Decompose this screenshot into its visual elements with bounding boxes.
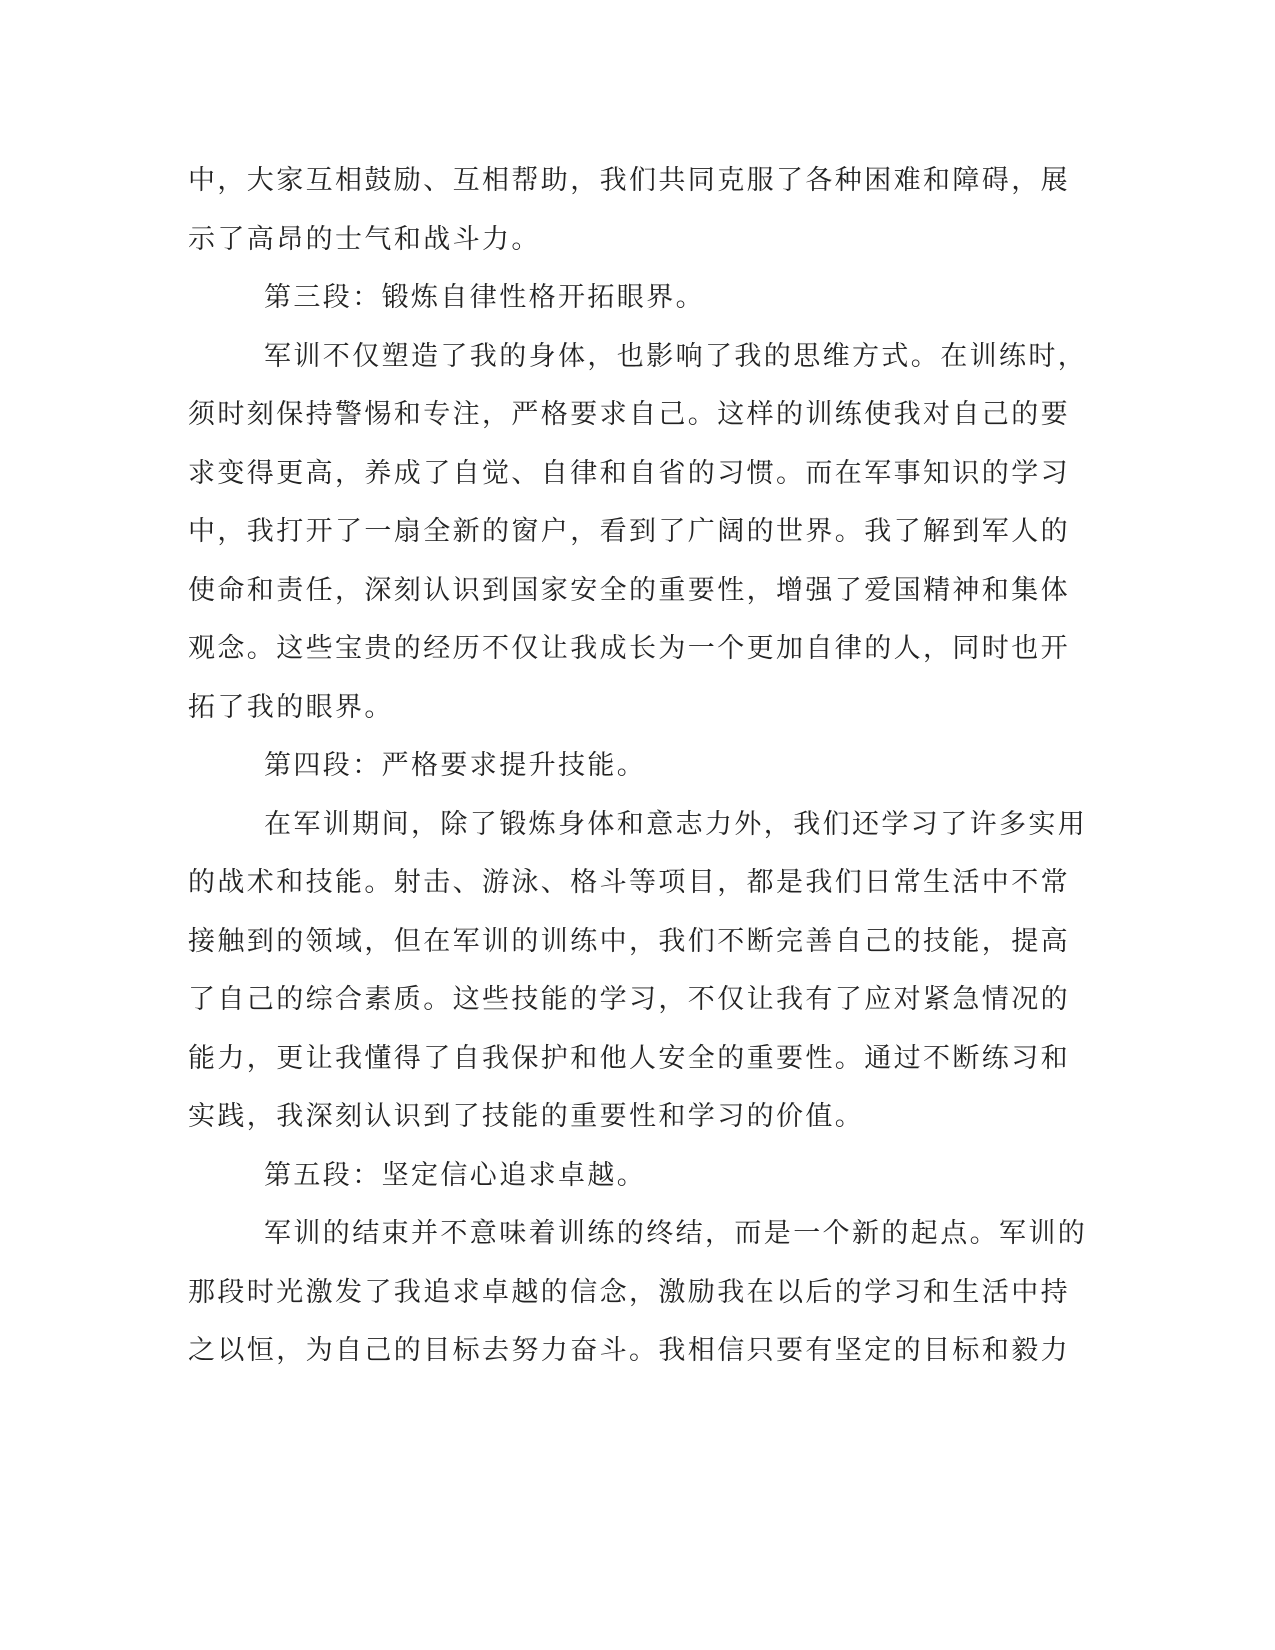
body-line: 军训不仅塑造了我的身体，也影响了我的思维方式。在训练时， (264, 341, 1088, 372)
section-heading-3: 第三段：锻炼自律性格开拓眼界。 (264, 282, 705, 313)
body-line: 那段时光激发了我追求卓越的信念，激励我在以后的学习和生活中持 (188, 1277, 1070, 1308)
body-line: 须时刻保持警惕和专注，严格要求自己。这样的训练使我对自己的要 (188, 399, 1070, 430)
body-line: 示了高昂的士气和战斗力。 (188, 224, 541, 255)
body-line: 中，我打开了一扇全新的窗户，看到了广阔的世界。我了解到军人的 (188, 516, 1070, 547)
section-heading-4: 第四段：严格要求提升技能。 (264, 750, 647, 781)
body-line: 使命和责任，深刻认识到国家安全的重要性，增强了爱国精神和集体 (188, 575, 1070, 606)
body-line: 观念。这些宝贵的经历不仅让我成长为一个更加自律的人，同时也开 (188, 633, 1070, 664)
body-line: 了自己的综合素质。这些技能的学习，不仅让我有了应对紧急情况的 (188, 984, 1070, 1015)
body-line: 实践，我深刻认识到了技能的重要性和学习的价值。 (188, 1101, 865, 1132)
body-line: 的战术和技能。射击、游泳、格斗等项目，都是我们日常生活中不常 (188, 867, 1070, 898)
body-line: 军训的结束并不意味着训练的终结，而是一个新的起点。军训的 (264, 1218, 1088, 1249)
body-line: 之以恒，为自己的目标去努力奋斗。我相信只要有坚定的目标和毅力 (188, 1335, 1070, 1366)
body-line: 能力，更让我懂得了自我保护和他人安全的重要性。通过不断练习和 (188, 1043, 1070, 1074)
body-line: 拓了我的眼界。 (188, 692, 394, 723)
section-heading-5: 第五段：坚定信心追求卓越。 (264, 1160, 647, 1191)
body-line: 求变得更高，养成了自觉、自律和自省的习惯。而在军事知识的学习 (188, 458, 1070, 489)
body-line: 接触到的领域，但在军训的训练中，我们不断完善自己的技能，提高 (188, 926, 1070, 957)
body-line: 中，大家互相鼓励、互相帮助，我们共同克服了各种困难和障碍，展 (188, 165, 1070, 196)
body-line: 在军训期间，除了锻炼身体和意志力外，我们还学习了许多实用 (264, 809, 1088, 840)
